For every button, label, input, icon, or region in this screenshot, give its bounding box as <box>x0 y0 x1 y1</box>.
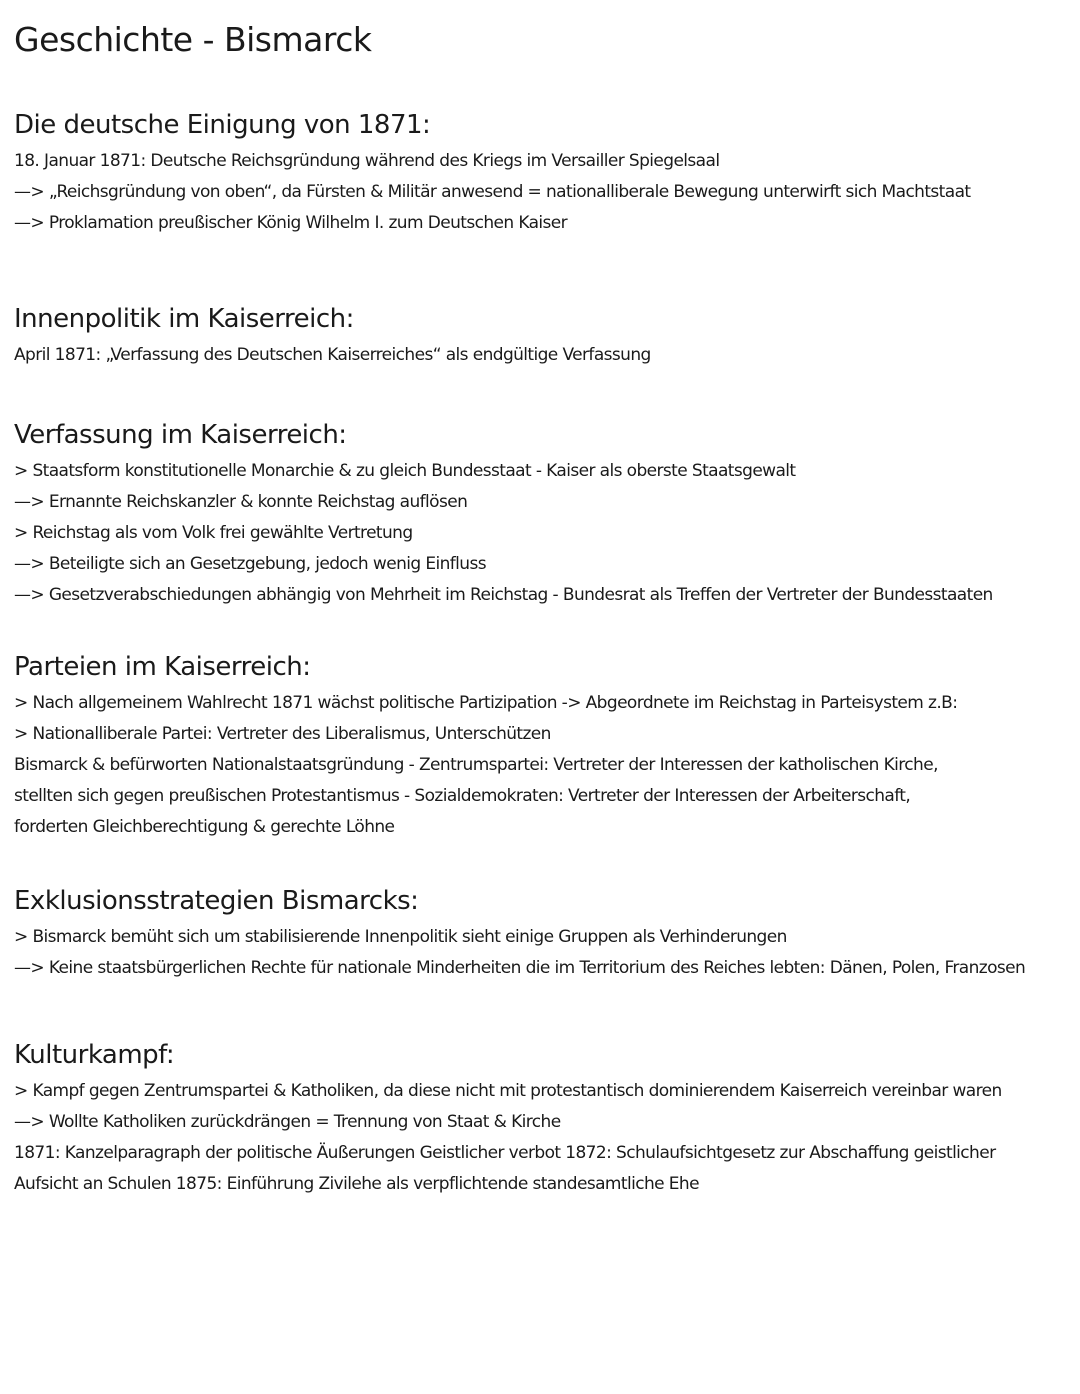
section-innenpolitik <box>14 302 1064 371</box>
text-line: —> Gesetzverabschiedungen abhängig von Mehrheit im Reichstag - Bundesrat als Treffen der Vertreter der Bundesstaaten <box>14 585 993 605</box>
text-line: > Reichstag als vom Volk frei gewählte Vertretung <box>14 523 413 543</box>
page-title: Geschichte - Bismarck <box>14 20 372 59</box>
section-heading: Exklusionsstrategien Bismarcks: <box>14 886 419 916</box>
text-line: 18. Januar 1871: Deutsche Reichsgründung während des Kriegs im Versailler Spiegelsaal <box>14 151 720 171</box>
text-line: —> Beteiligte sich an Gesetzgebung, jedoch wenig Einfluss <box>14 554 486 574</box>
section-verfassung <box>14 418 1064 611</box>
text-line: > Staatsform konstitutionelle Monarchie & zu gleich Bundesstaat - Kaiser als oberste Staatsgewalt <box>14 461 796 481</box>
text-line: —> „Reichsgründung von oben“, da Fürsten & Militär anwesend = nationalliberale Bewegung unterwirft sich Machtstaat <box>14 182 971 202</box>
text-line: forderten Gleichberechtigung & gerechte Löhne <box>14 817 395 837</box>
text-line: —> Keine staatsbürgerlichen Rechte für nationale Minderheiten die im Territorium des Reiches lebten: Dänen, Polen, Franzosen <box>14 958 1026 978</box>
text-line: Bismarck & befürworten Nationalstaatsgründung - Zentrumspartei: Vertreter der Interessen der katholischen Kirche, <box>14 755 938 775</box>
section-heading: Innenpolitik im Kaiserreich: <box>14 304 354 334</box>
text-line: —> Wollte Katholiken zurückdrängen = Trennung von Staat & Kirche <box>14 1112 561 1132</box>
section-kulturkampf <box>14 1038 1064 1200</box>
text-line: > Kampf gegen Zentrumspartei & Katholiken, da diese nicht mit protestantisch dominierendem Kaiserreich vereinbar waren <box>14 1081 1002 1101</box>
section-heading: Verfassung im Kaiserreich: <box>14 420 347 450</box>
text-line: > Bismarck bemüht sich um stabilisierende Innenpolitik sieht einige Gruppen als Verhinderungen <box>14 927 787 947</box>
text-line: April 1871: „Verfassung des Deutschen Kaiserreiches“ als endgültige Verfassung <box>14 345 651 365</box>
text-line: Aufsicht an Schulen 1875: Einführung Zivilehe als verpflichtende standesamtliche Ehe <box>14 1174 699 1194</box>
text-line: > Nationalliberale Partei: Vertreter des Liberalismus, Unterschützen <box>14 724 551 744</box>
section-exklusionsstrategien <box>14 884 1064 984</box>
text-line: stellten sich gegen preußischen Protestantismus - Sozialdemokraten: Vertreter der Interessen der Arbeiterschaft, <box>14 786 911 806</box>
section-heading: Parteien im Kaiserreich: <box>14 652 311 682</box>
text-line: 1871: Kanzelparagraph der politische Äußerungen Geistlicher verbot 1872: Schulaufsichtgesetz zur Abschaffung geistlicher <box>14 1143 996 1163</box>
text-line: > Nach allgemeinem Wahlrecht 1871 wächst politische Partizipation -> Abgeordnete im Reichstag in Parteisystem z.B: <box>14 693 958 713</box>
section-heading: Kulturkampf: <box>14 1040 175 1070</box>
section-parteien <box>14 650 1064 843</box>
section-heading: Die deutsche Einigung von 1871: <box>14 110 431 140</box>
section-deutsche-einigung <box>14 108 1064 239</box>
text-line: —> Ernannte Reichskanzler & konnte Reichstag auflösen <box>14 492 468 512</box>
text-line: —> Proklamation preußischer König Wilhelm I. zum Deutschen Kaiser <box>14 213 568 233</box>
